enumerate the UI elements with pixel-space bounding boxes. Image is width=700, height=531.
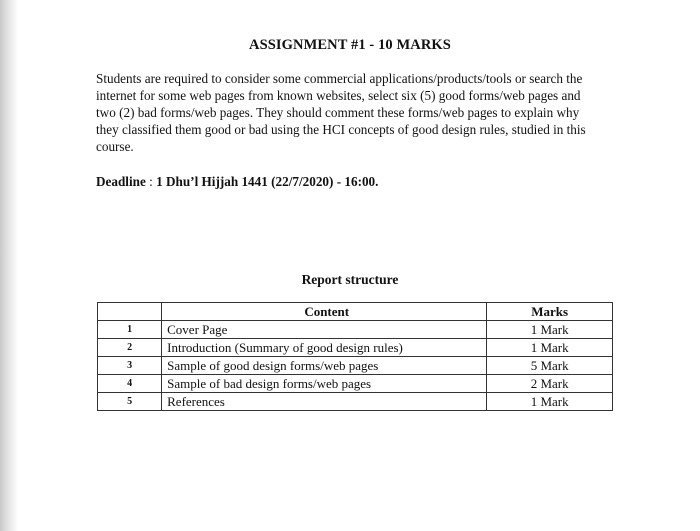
- deadline-label: Deadline: [96, 174, 146, 189]
- row-marks: 1 Mark: [487, 339, 613, 357]
- report-structure-heading: Report structure: [301, 272, 399, 287]
- row-marks: 2 Mark: [487, 375, 613, 393]
- assignment-description: Students are required to consider some commercial applications/products/tools or search the internet for some web pages from known websites, select six (5) good forms/web pages and two (2) bad forms/web pages. They should comment these forms/web pages to explain why they classified them good or bad using the HCI concepts of good design rules, studied in this course.: [96, 71, 586, 154]
- table-row: [98, 339, 613, 357]
- table-row: [98, 357, 613, 375]
- deadline-separator: :: [145, 174, 157, 189]
- row-content: Cover Page: [162, 321, 487, 339]
- table-row: [98, 393, 613, 411]
- row-number: 2: [98, 339, 162, 357]
- table-row: [98, 321, 613, 339]
- row-content: Introduction (Summary of good design rules): [162, 339, 487, 357]
- deadline-value: 1 Dhu’l Hijjah 1441 (22/7/2020) - 16:00.: [156, 174, 379, 189]
- assignment-title: ASSIGNMENT #1 - 10 MARKS: [249, 37, 451, 53]
- column-header-marks: Marks: [487, 303, 613, 321]
- row-content: Sample of bad design forms/web pages: [162, 375, 487, 393]
- report-structure-table: [97, 302, 613, 411]
- table-header-row: [98, 303, 613, 321]
- row-number: 5: [98, 393, 162, 411]
- row-marks: 5 Mark: [487, 357, 613, 375]
- row-content: Sample of good design forms/web pages: [162, 357, 487, 375]
- row-number: 1: [98, 321, 162, 339]
- row-marks: 1 Mark: [487, 321, 613, 339]
- row-number: 3: [98, 357, 162, 375]
- row-marks: 1 Mark: [487, 393, 613, 411]
- page-shadow-edge: [0, 0, 18, 531]
- column-header-content: Content: [162, 303, 487, 321]
- column-header-number: [98, 303, 162, 321]
- deadline: [96, 174, 378, 190]
- row-content: References: [162, 393, 487, 411]
- table-row: [98, 375, 613, 393]
- row-number: 4: [98, 375, 162, 393]
